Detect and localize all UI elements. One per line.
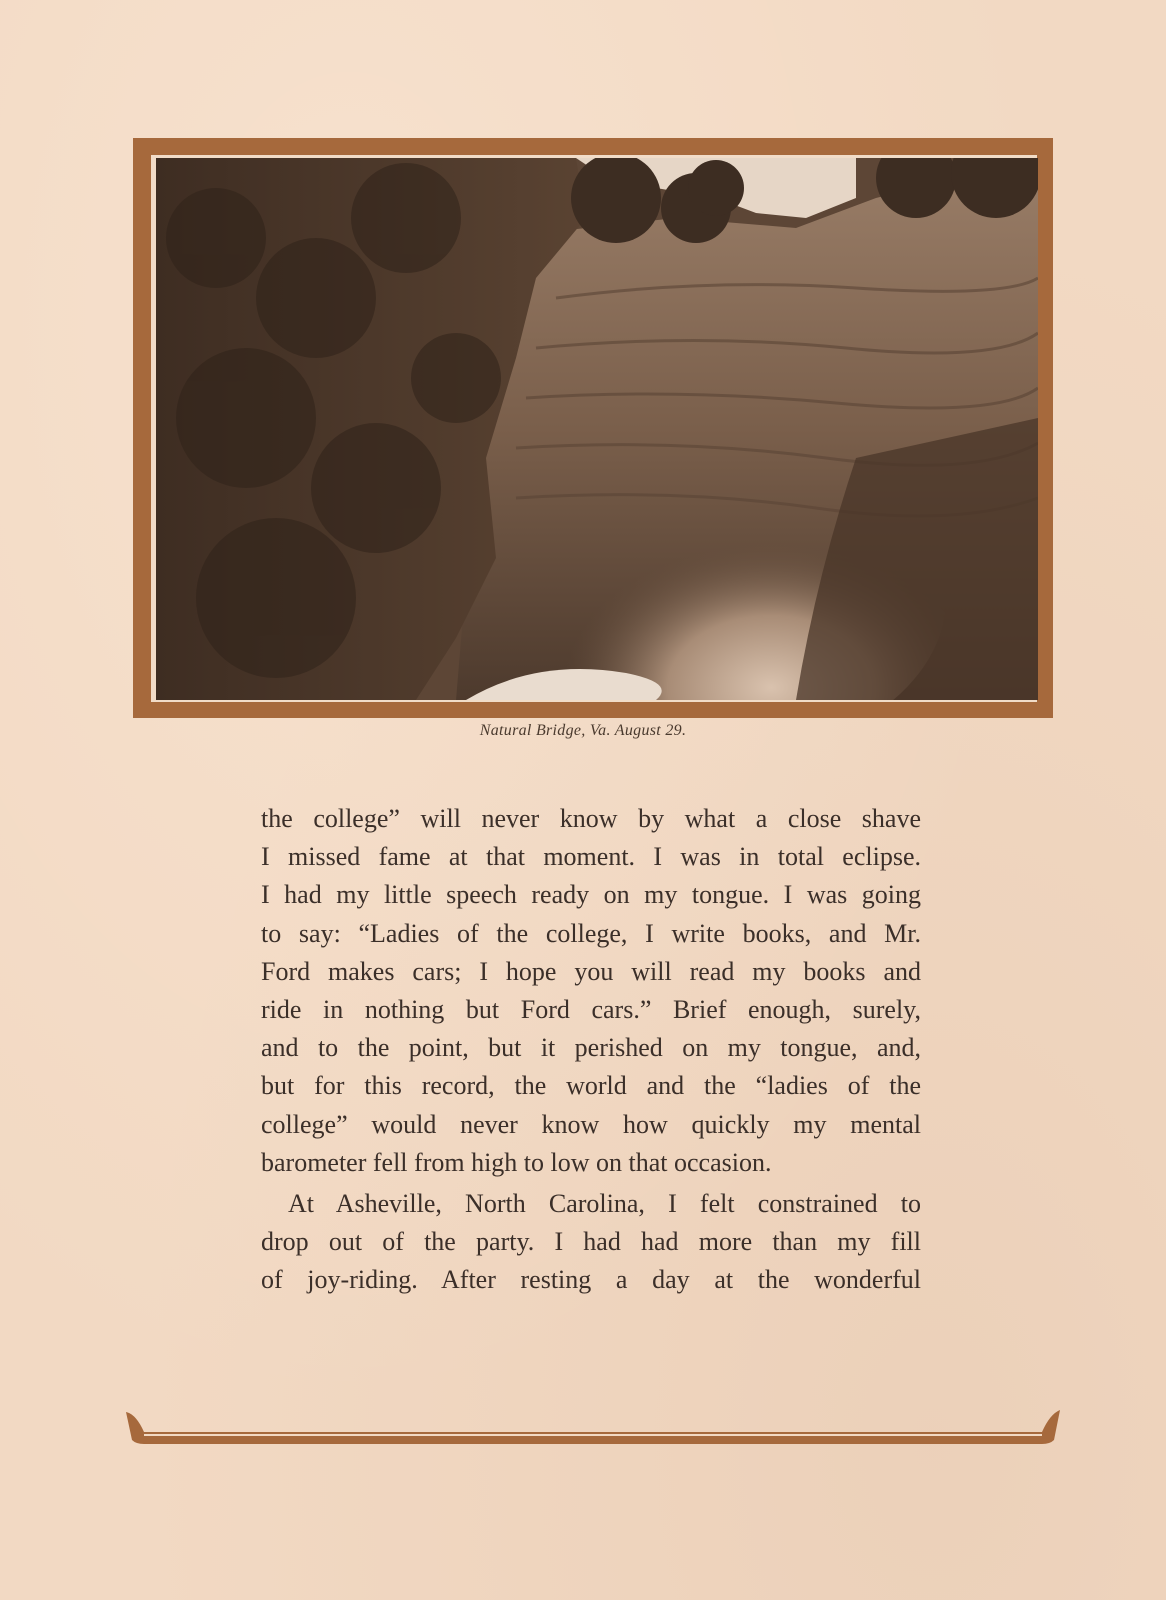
- text-line: I had my little speech ready on my tongue. I was going: [261, 880, 921, 910]
- text-line: barometer fell from high to low on that occasion.: [261, 1147, 772, 1177]
- text-line: and to the point, but it perished on my tongue, and,: [261, 1033, 921, 1063]
- text-line: the college” will never know by what a close shave: [261, 804, 921, 833]
- text-line: college” would never know how quickly my mental: [261, 1109, 921, 1139]
- text-line: to say: “Ladies of the college, I write books, and Mr.: [261, 918, 921, 948]
- text-line: At Asheville, North Carolina, I felt constrained to: [288, 1188, 921, 1218]
- natural-bridge-photo: [156, 158, 1038, 700]
- text-line: Ford makes cars; I hope you will read my books and: [261, 956, 921, 986]
- paragraph: [261, 1185, 921, 1300]
- text-line: but for this record, the world and the “ladies of the: [261, 1071, 921, 1101]
- paragraph: [261, 800, 921, 1182]
- photo-caption: Natural Bridge, Va. August 29.: [479, 722, 687, 739]
- text-line: drop out of the party. I had had more than my fill: [261, 1227, 921, 1257]
- body-text: [261, 800, 921, 1299]
- text-line: ride in nothing but Ford cars.” Brief enough, surely,: [261, 994, 921, 1024]
- photo-illustration: [156, 158, 1038, 700]
- text-line: I missed fame at that moment. I was in total eclipse.: [261, 842, 921, 872]
- decorative-footer-rule: [126, 1410, 1060, 1450]
- text-line: of joy-riding. After resting a day at the wonderful: [261, 1265, 921, 1295]
